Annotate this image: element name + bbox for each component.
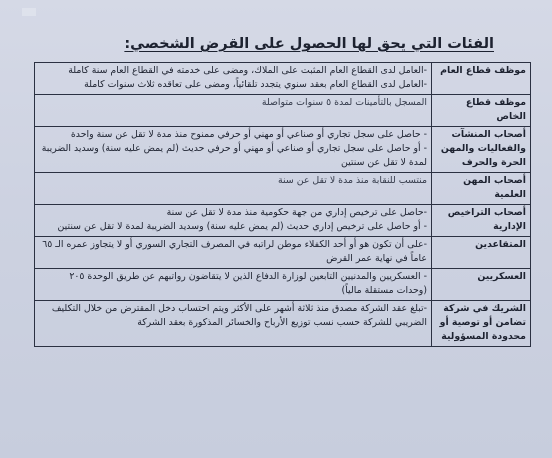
category-cell: أصحاب التراخيص الإدارية xyxy=(432,205,531,237)
description-cell xyxy=(35,205,432,237)
table-row xyxy=(35,63,531,95)
description-line: -تبلغ عقد الشركة مصدق منذ ثلاثة أشهر على الأكثر ويتم احتساب دخل المقترض من خلال التكليف الضريبي للشركة حسب نسب توزيع الأرباح والخسائر المذكورة بعقد الشركة xyxy=(51,303,427,328)
table-row xyxy=(35,269,531,301)
description-line: المسجل بالتأمينات لمدة ٥ سنوات متواصلة xyxy=(261,97,427,108)
description-line: - العسكريين والمدنيين التابعين لوزارة الدفاع الذين لا يتقاضون رواتبهم عن طريق الوحدة ٢٠٥ (وحدات مستقلة مالياً) xyxy=(69,271,427,296)
description-line: - أو حاصل على ترخيص إداري حديث (لم يمض عليه سنة) وسديد الضريبة لمدة لا تقل عن سنتين xyxy=(57,221,427,232)
description-cell xyxy=(35,95,432,127)
table-row xyxy=(35,173,531,205)
description-line: - أو حاصل على سجل تجاري أو صناعي أو مهني أو حرفي حديث (لم يمض عليه سنة) وسديد الضريبة لمدة لا تقل عن سنتين xyxy=(41,143,427,168)
description-cell xyxy=(35,127,432,173)
description-line: -حاصل على ترخيص إداري من جهة حكومية منذ مدة لا تقل عن سنة xyxy=(166,207,427,218)
category-cell: أصحاب المهن العلمية xyxy=(432,173,531,205)
description-line: -على أن تكون هو أو أحد الكفلاء موطن لراتبه في المصرف التجاري السوري أو لا يتجاوز عمره الـ ٦٥ عاماً في نهاية عمر القرض xyxy=(42,239,427,264)
table-row xyxy=(35,205,531,237)
eligibility-table xyxy=(34,62,531,347)
category-cell: الشريك في شركة تضامن أو توصية أو محدودة المسؤولية xyxy=(432,301,531,347)
description-line: -العامل لدى القطاع العام المثبت على الملاك، ومضى على خدمته في القطاع العام سنة كاملة xyxy=(68,65,427,76)
description-cell xyxy=(35,269,432,301)
category-cell: أصحاب المنشآت والفعاليات والمهن الحرة والحرف xyxy=(432,127,531,173)
description-cell xyxy=(35,301,432,347)
table-row xyxy=(35,301,531,347)
category-cell: موظف قطاع الخاص xyxy=(432,95,531,127)
description-cell xyxy=(35,63,432,95)
category-cell: العسكريين xyxy=(432,269,531,301)
category-cell: المتقاعدين xyxy=(432,237,531,269)
table-row xyxy=(35,127,531,173)
description-line: - حاصل على سجل تجاري أو صناعي أو مهني أو حرفي ممنوح منذ مدة لا تقل عن سنة واحدة xyxy=(70,129,427,140)
description-line: -العامل لدى القطاع العام بعقد سنوي يتجدد تلقائياً، ومضى على تعاقده ثلاث سنوات كاملة xyxy=(84,79,427,90)
description-line: منتسب للنقابة منذ مدة لا تقل عن سنة xyxy=(278,175,427,186)
description-cell xyxy=(35,237,432,269)
scan-mark xyxy=(22,8,36,16)
category-cell: موظف قطاع العام xyxy=(432,63,531,95)
table-row xyxy=(35,237,531,269)
table-row xyxy=(35,95,531,127)
page-title: الفئات التي يحق لها الحصول على القرض الشخصي: xyxy=(124,36,494,52)
description-cell xyxy=(35,173,432,205)
